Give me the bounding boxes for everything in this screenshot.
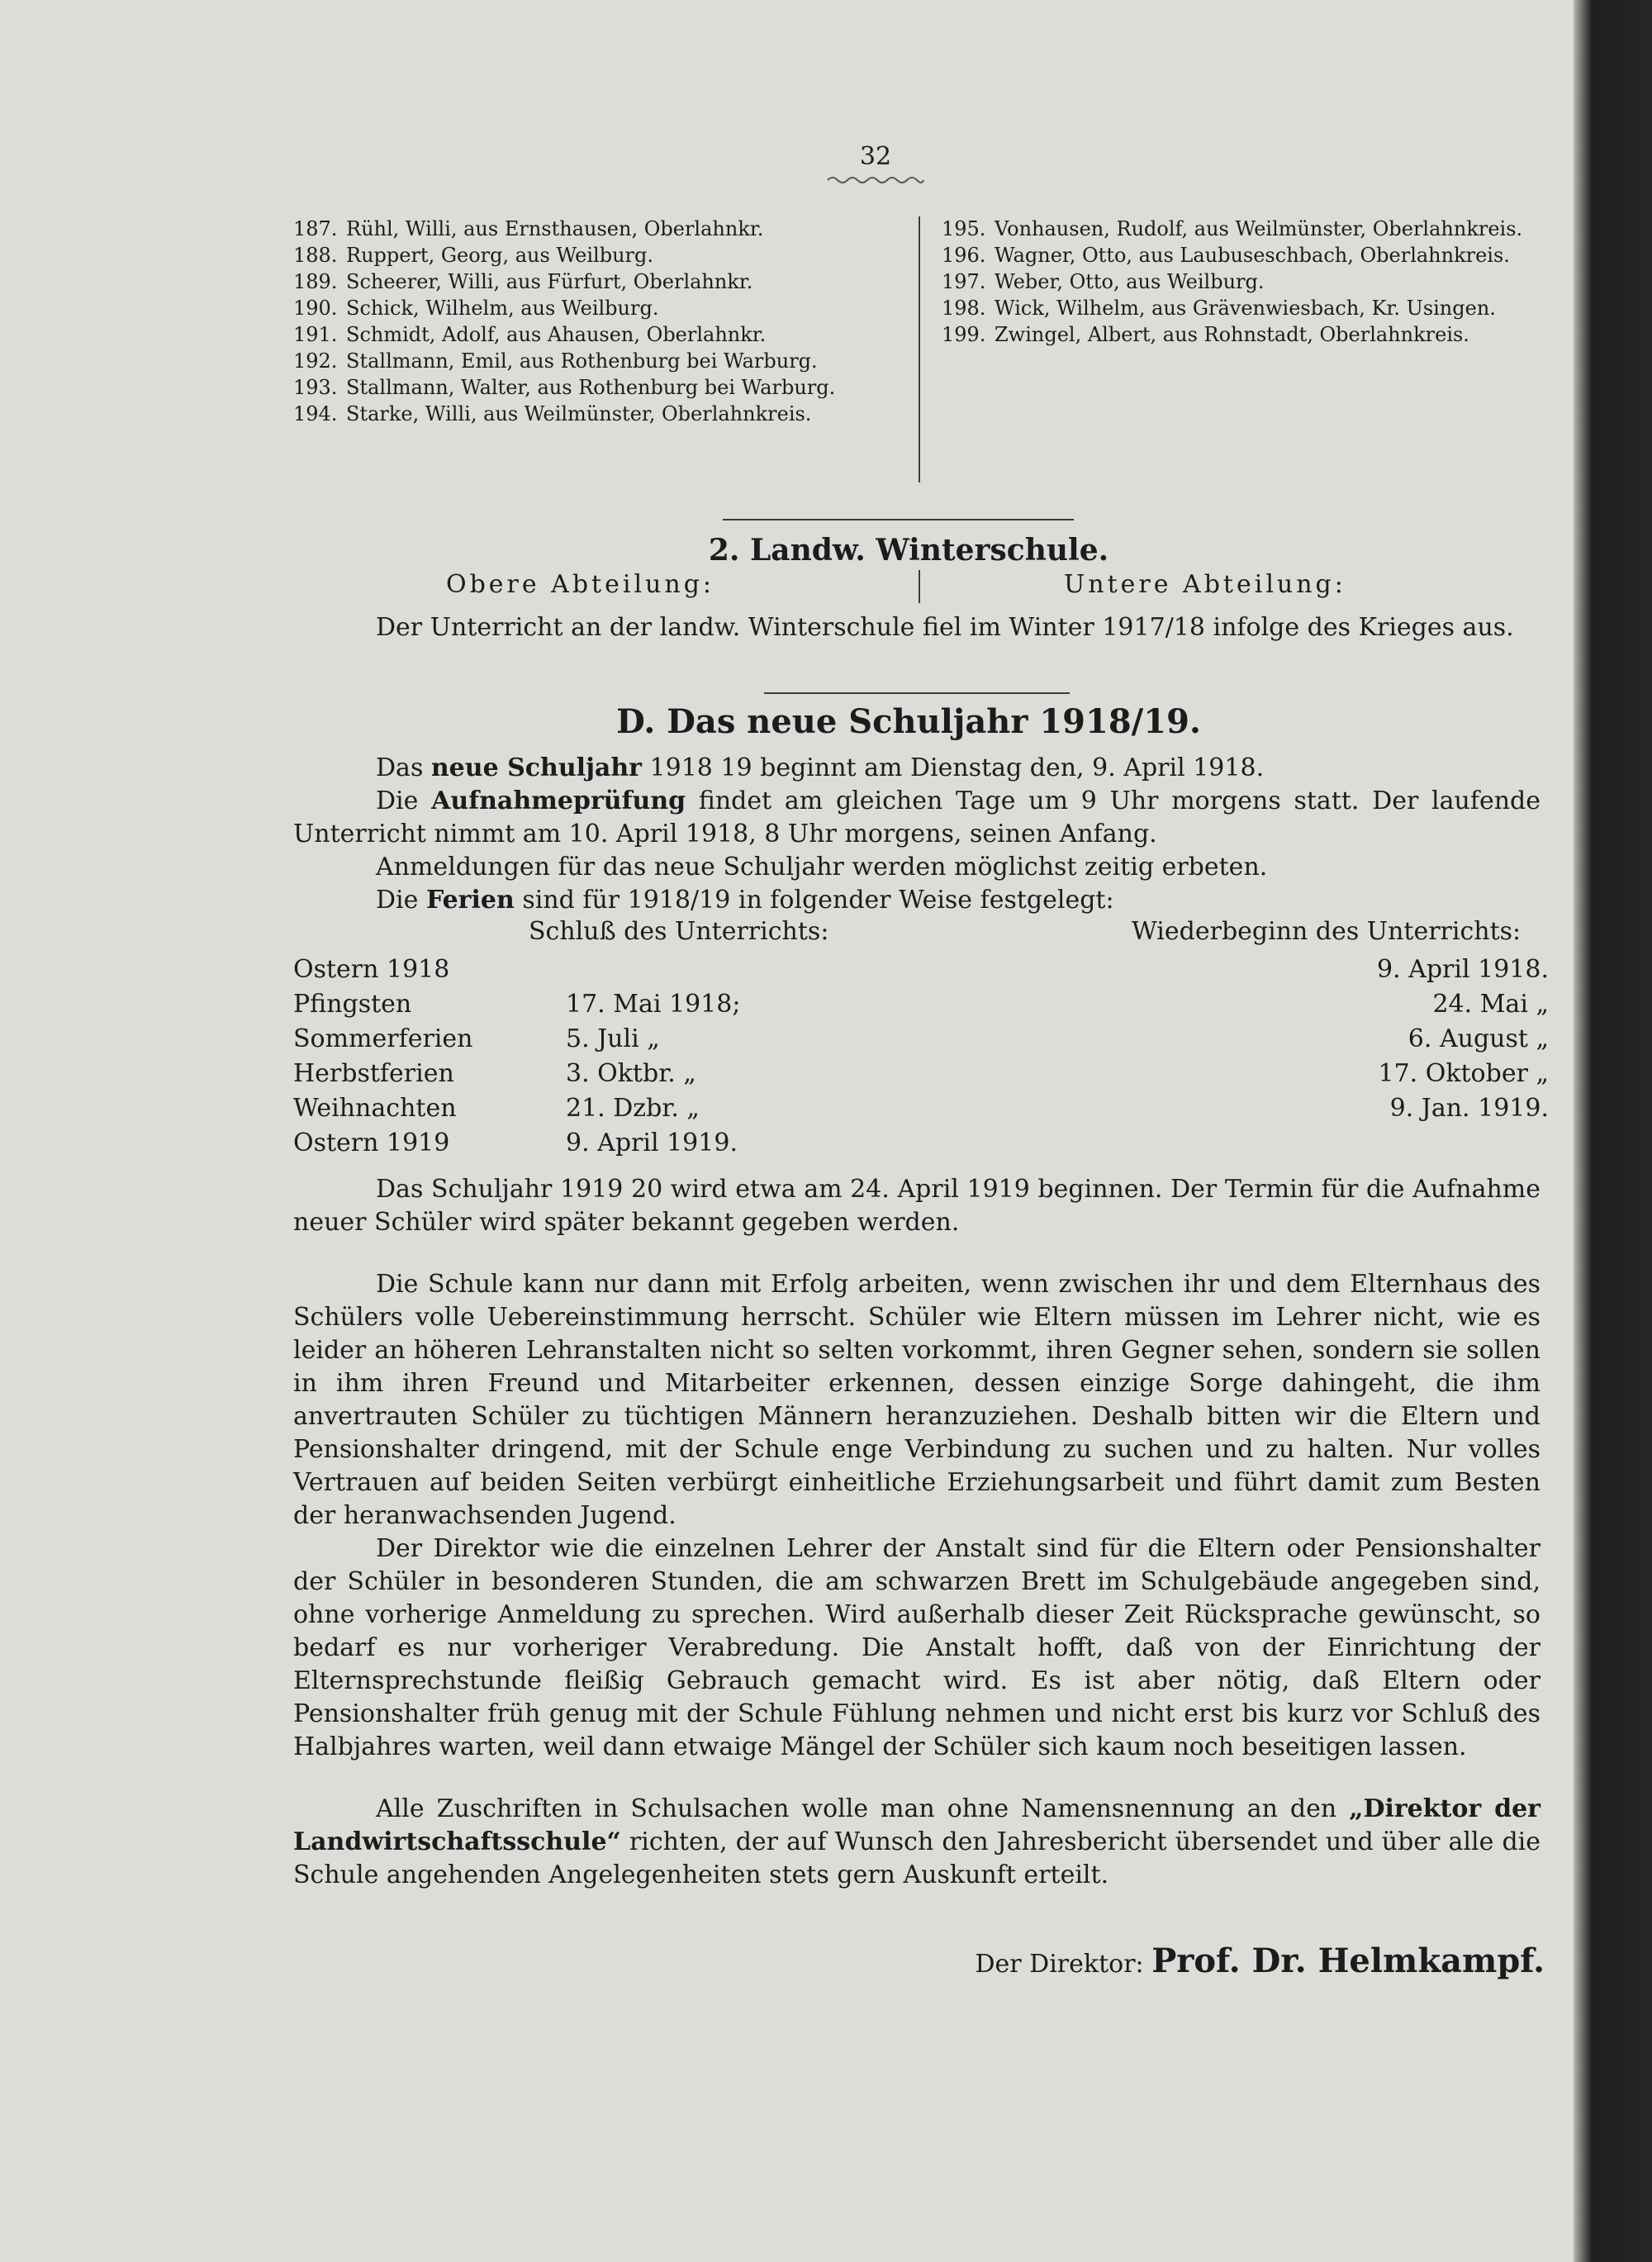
ferien-wieder-cell: 6. August „: [1408, 1024, 1549, 1053]
ferien-schluss-cell: 21. Dzbr. „: [566, 1093, 700, 1123]
winterschule-title: 2. Landw. Winterschule.: [708, 533, 1109, 568]
column-divider: [919, 216, 920, 482]
entry-text: Schmidt, Adolf, aus Ahausen, Oberlahnkr.: [346, 323, 767, 346]
entry-number: 197.: [942, 270, 986, 293]
schuljahr-p2: Die Aufnahmeprüfung findet am gleichen Tage um 9 Uhr morgens statt. Der laufende Unterricht nimmt am 10. April 1918, 8 Uhr morgens, seinen Anfang.: [293, 786, 1540, 848]
untere-abteilung-label: Untere Abteilung:: [1064, 570, 1346, 599]
entry-number: 189.: [293, 270, 338, 293]
student-entry: [293, 322, 909, 347]
ferien-name-cell: Herbstferien: [293, 1058, 454, 1088]
entry-number: 194.: [293, 402, 338, 425]
entry-text: Zwingel, Albert, aus Rohnstadt, Oberlahnkreis.: [995, 323, 1469, 346]
entry-text: Rühl, Willi, aus Ernsthausen, Oberlahnkr.: [346, 217, 764, 240]
ferien-table: [293, 952, 1557, 1160]
student-list-left: [293, 216, 909, 428]
ferien-schluss-cell: [566, 952, 954, 986]
student-entry: [942, 322, 1545, 347]
eltern-paragraph: Die Schule kann nur dann mit Erfolg arbeiten, wenn zwischen ihr und dem Elternhaus des Schülers volle Uebereinstimmung herrscht. Schüler wie Eltern müssen im Lehrer nicht, wie es leider an höheren Lehranstalten nicht so selten vorkommt, ihren Gegner sehen, sondern sie sollen in ihm ihren Freund und Mitarbeiter erkennen, dessen einzige Sorge dahingeht, die ihm anvertrauten Schüler zu tüchtigen Männern heranzuziehen. Deshalb bitten wir die Eltern und Pensionshalter dringend, mit der Schule enge Verbindung zu suchen und zu halten. Nur volles Vertrauen auf beiden Seiten verbürgt einheitliche Erziehungsarbeit und führt damit zum Besten der heranwachsenden Jugend.: [293, 1270, 1540, 1530]
obere-abteilung-label: Obere Abteilung:: [446, 570, 715, 599]
student-entry: [293, 296, 909, 321]
section-rule-2: [764, 692, 1070, 694]
student-entry: [293, 269, 909, 294]
student-entry: [942, 243, 1545, 268]
entry-number: 192.: [293, 349, 338, 373]
aufnahmepruefung-bold: Aufnahmeprüfung: [431, 786, 686, 815]
ferien-schluss-cell: 17. Mai 1918;: [566, 989, 741, 1019]
ferien-name-cell: Sommerferien: [293, 1024, 473, 1053]
student-list-right: [942, 216, 1545, 349]
entry-number: 198.: [942, 297, 986, 320]
student-entry: [293, 216, 909, 241]
page-number: 32: [859, 142, 892, 171]
ferien-name-cell: Weihnachten: [293, 1093, 457, 1123]
entry-text: Weber, Otto, aus Weilburg.: [995, 270, 1265, 293]
winterschule-text: Der Unterricht an der landw. Winterschule fiel im Winter 1917/18 infolge des Krieges aus.: [376, 613, 1514, 642]
entry-number: 195.: [942, 217, 986, 240]
entry-text: Stallmann, Emil, aus Rothenburg bei Warburg.: [346, 349, 818, 373]
entry-number: 190.: [293, 297, 338, 320]
ferien-bold: Ferien: [425, 886, 515, 915]
entry-text: Scheerer, Willi, aus Fürfurt, Oberlahnkr.: [346, 270, 753, 293]
ornament-tilde: [826, 175, 925, 185]
section-rule: [723, 519, 1074, 520]
zuschriften-paragraph: Alle Zuschriften in Schulsachen wolle man ohne Namensnennung an den „Direktor der Landwirtschaftsschule“ richten, der auf Wunsch den Jahresbericht übersendet und über alle die Schule angehenden Angelegenheiten stets gern Auskunft erteilt.: [293, 1794, 1540, 1889]
ferien-wieder-cell: 9. April 1918.: [1377, 954, 1549, 984]
direktor-paragraph: Der Direktor wie die einzelnen Lehrer der Anstalt sind für die Eltern oder Pensionshalter der Schüler in besonderen Stunden, die am schwarzen Brett im Schulgebäude angegeben sind, ohne vorherige Anmeldung zu sprechen. Wird außerhalb dieser Zeit Rücksprache gewünscht, so bedarf es nur vorheriger Verabredung. Die Anstalt hofft, daß von der Einrichtung der Elternsprechstunde fleißig Gebrauch gemacht wird. Es ist aber nötig, daß Eltern oder Pensionshalter früh genug mit der Schule Fühlung nehmen und nicht erst bis kurz vor Schluß des Halbjahres warten, weil dann etwaige Mängel der Schüler sich kaum noch beseitigen lassen.: [293, 1534, 1540, 1761]
student-entry: [293, 243, 909, 268]
entry-text: Wagner, Otto, aus Laubuseschbach, Oberlahnkreis.: [995, 244, 1510, 267]
entry-text: Schick, Wilhelm, aus Weilburg.: [346, 297, 659, 320]
signature-name: Prof. Dr. Helmkampf.: [1151, 1941, 1545, 1980]
schuljahr-p1: Das neue Schuljahr 1918 19 beginnt am Dienstag den, 9. April 1918.: [376, 753, 1265, 782]
ferien-wieder-cell: 24. Mai „: [1432, 989, 1549, 1019]
ferien-row: [293, 1091, 1557, 1125]
schuljahr-1919-paragraph: Das Schuljahr 1919 20 wird etwa am 24. April 1919 beginnen. Der Termin für die Aufnahme neuer Schüler wird später bekannt gegeben werden.: [293, 1175, 1540, 1237]
schuljahr-p3: Anmeldungen für das neue Schuljahr werden möglichst zeitig erbeten.: [376, 853, 1268, 882]
ferien-name-cell: Ostern 1919: [293, 1128, 450, 1157]
student-entry: [942, 296, 1545, 321]
entry-text: Starke, Willi, aus Weilmünster, Oberlahnkreis.: [346, 402, 812, 425]
entry-number: 191.: [293, 323, 338, 346]
schuljahr-p4: Die Ferien sind für 1918/19 in folgender Weise festgelegt:: [376, 886, 1114, 915]
entry-number: 187.: [293, 217, 338, 240]
entry-number: 188.: [293, 244, 338, 267]
student-entry: [942, 269, 1545, 294]
ferien-row: [293, 1056, 1557, 1091]
entry-number: 193.: [293, 376, 338, 399]
ferien-name-cell: Pfingsten: [293, 989, 412, 1019]
ferien-name-cell: Ostern 1918: [293, 954, 450, 984]
entry-number: 196.: [942, 244, 986, 267]
schuljahr-title: D. Das neue Schuljahr 1918/19.: [616, 702, 1201, 741]
ferien-wieder-cell: 17. Oktober „: [1378, 1058, 1549, 1088]
signature-label: Der Direktor:: [975, 1950, 1152, 1979]
neue-schuljahr-bold: neue Schuljahr: [430, 753, 642, 782]
schluss-header: Schluß des Unterrichts:: [529, 917, 829, 946]
entry-text: Wick, Wilhelm, aus Grävenwiesbach, Kr. Usingen.: [995, 297, 1496, 320]
student-entry: [942, 216, 1545, 241]
student-entry: [293, 349, 909, 373]
ferien-wieder-cell: [954, 1125, 1557, 1160]
ferien-schluss-cell: 3. Oktbr. „: [566, 1058, 696, 1088]
student-entry: [293, 375, 909, 400]
abteilung-divider: [919, 570, 920, 603]
signature: [950, 1941, 1545, 1980]
entry-text: Vonhausen, Rudolf, aus Weilmünster, Oberlahnkreis.: [995, 217, 1523, 240]
ferien-row: [293, 952, 1557, 986]
wiederbeginn-header: Wiederbeginn des Unterrichts:: [1132, 917, 1521, 946]
ferien-row: [293, 1021, 1557, 1056]
student-entry: [293, 402, 909, 426]
schuljahr-paragraphs: [293, 752, 1540, 917]
entry-text: Ruppert, Georg, aus Weilburg.: [346, 244, 654, 267]
ferien-row: [293, 1125, 1557, 1160]
ferien-schluss-cell: 9. April 1919.: [566, 1128, 738, 1157]
direktor-address-bold: „Direktor der Landwirtschaftsschule“: [293, 1794, 1540, 1856]
entry-number: 199.: [942, 323, 986, 346]
ferien-schluss-cell: 5. Juli „: [566, 1024, 660, 1053]
ferien-row: [293, 986, 1557, 1021]
entry-text: Stallmann, Walter, aus Rothenburg bei Warburg.: [346, 376, 836, 399]
ferien-wieder-cell: 9. Jan. 1919.: [1389, 1093, 1549, 1123]
scan-edge: [1574, 0, 1652, 2262]
eltern-paragraphs: [293, 1268, 1540, 1764]
